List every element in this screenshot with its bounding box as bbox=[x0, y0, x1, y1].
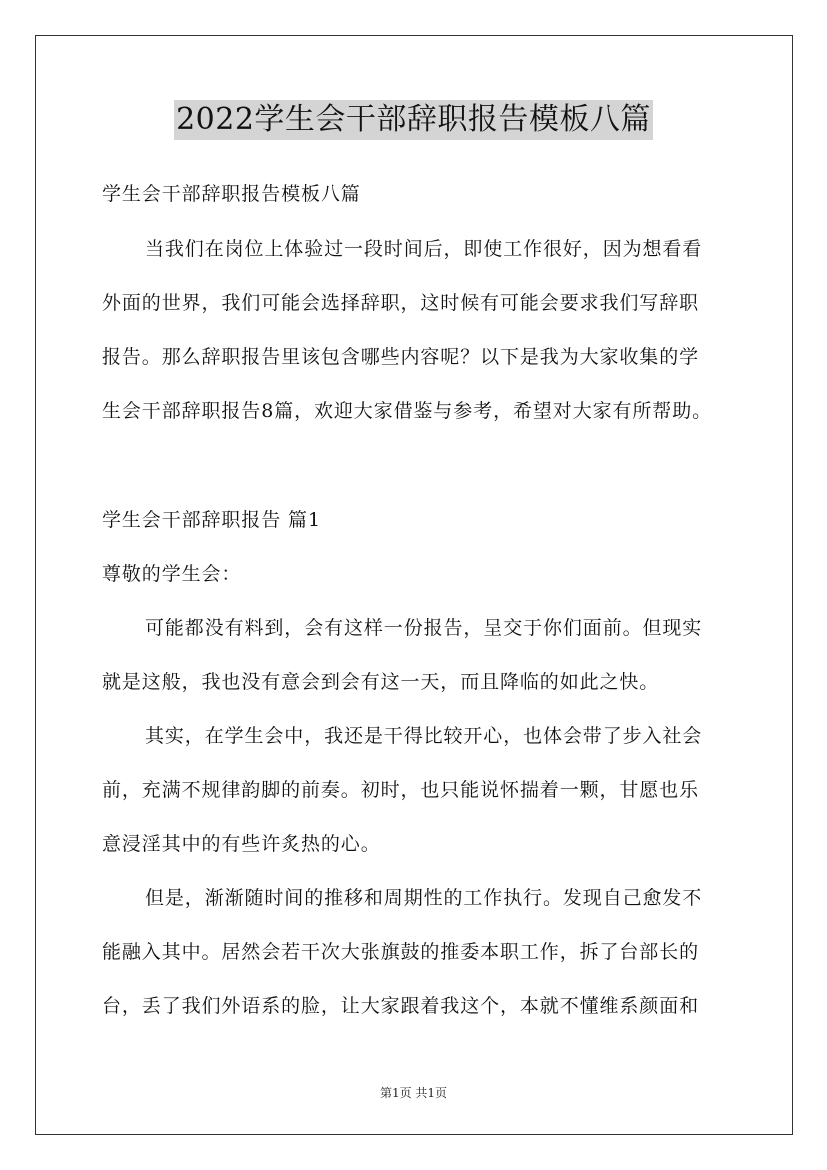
title-container bbox=[0, 100, 827, 140]
salutation: 尊敬的学生会： bbox=[102, 563, 242, 585]
body-line: 台，丢了我们外语系的脸，让大家跟着我这个，本就不懂维系颜面和 bbox=[102, 995, 700, 1017]
intro-line: 当我们在岗位上体验过一段时间后，即使工作很好，因为想看看 bbox=[145, 238, 703, 260]
document-subtitle: 学生会干部辞职报告模板八篇 bbox=[102, 183, 361, 205]
body-line: 前，充满不规律韵脚的前奏。初时，也只能说怀揣着一颗，甘愿也乐 bbox=[102, 779, 700, 801]
intro-line: 生会干部辞职报告8篇，欢迎大家借鉴与参考，希望对大家有所帮助。 bbox=[102, 400, 712, 422]
section-heading: 学生会干部辞职报告 篇1 bbox=[102, 509, 321, 531]
body-line: 能融入其中。居然会若干次大张旗鼓的推委本职工作，拆了台部长的 bbox=[102, 941, 700, 963]
intro-line: 外面的世界，我们可能会选择辞职，这时候有可能会要求我们写辞职 bbox=[102, 292, 700, 314]
body-line: 其实，在学生会中，我还是干得比较开心，也体会带了步入社会 bbox=[145, 725, 703, 747]
body-line: 可能都没有料到，会有这样一份报告，呈交于你们面前。但现实 bbox=[145, 617, 703, 639]
page-footer: 第1页 共1页 bbox=[379, 1086, 448, 1100]
body-line: 但是，渐渐随时间的推移和周期性的工作执行。发现自己愈发不 bbox=[145, 887, 703, 909]
body-line: 就是这般，我也没有意会到会有这一天，而且降临的如此之快。 bbox=[102, 671, 660, 693]
document-title: 2022学生会干部辞职报告模板八篇 bbox=[174, 100, 653, 140]
intro-line: 报告。那么辞职报告里该包含哪些内容呢？以下是我为大家收集的学 bbox=[102, 346, 700, 368]
body-line: 意浸淫其中的有些许炙热的心。 bbox=[102, 833, 381, 855]
